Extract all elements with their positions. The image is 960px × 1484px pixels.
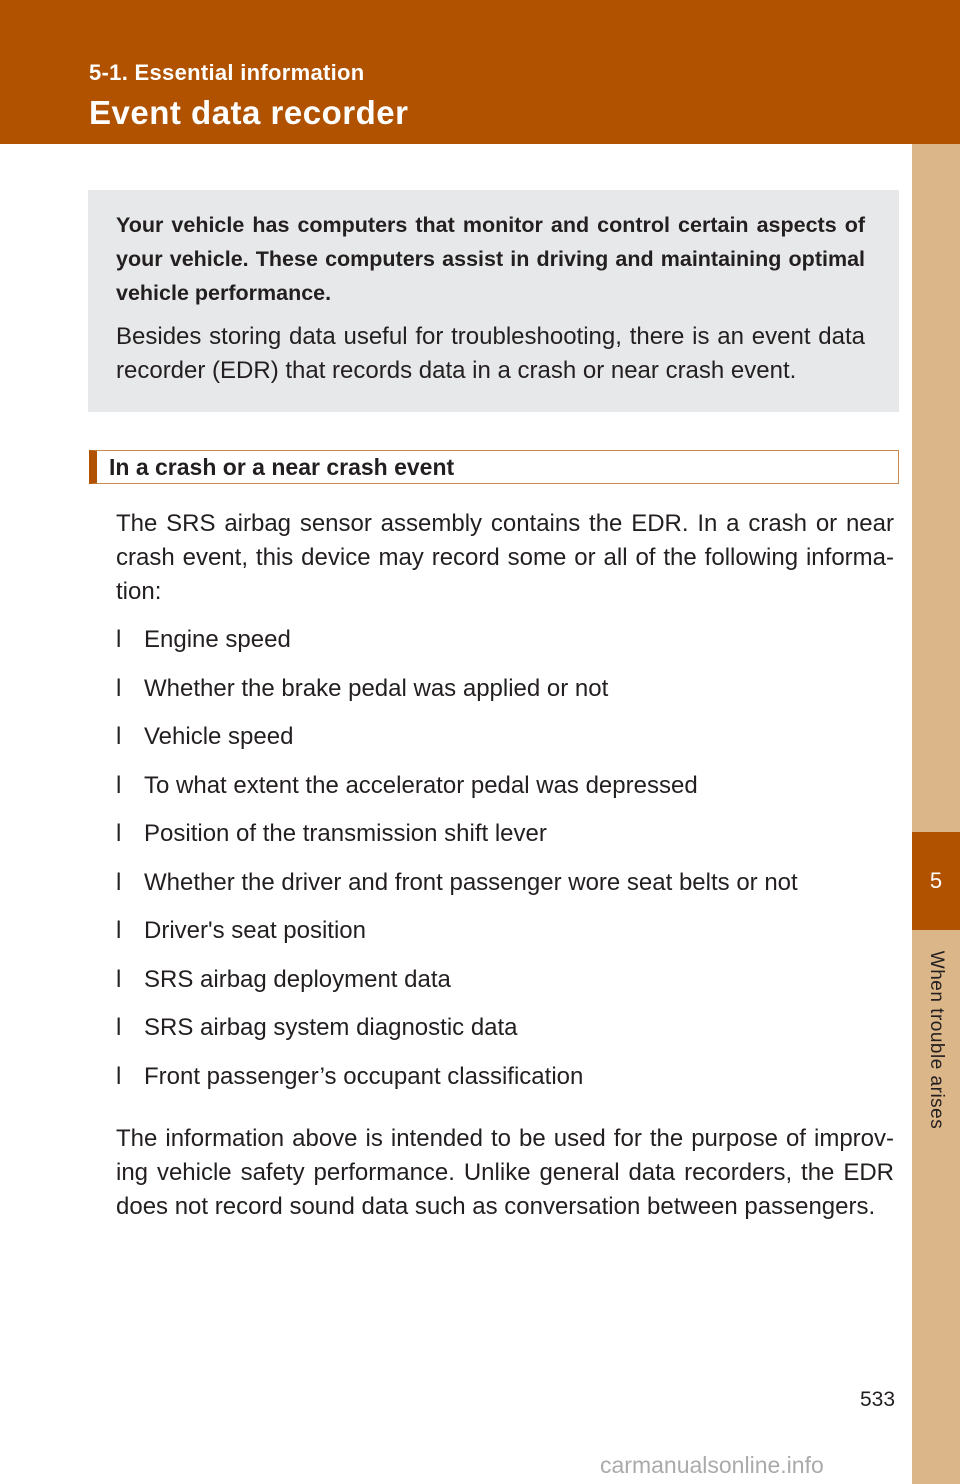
watermark: carmanualsonline.info (600, 1452, 824, 1478)
list-item-text: Driver's seat position (144, 917, 366, 944)
list-item (116, 963, 894, 1012)
section-heading: In a crash or a near crash event (89, 450, 899, 484)
list-item (116, 672, 894, 721)
list-item (116, 817, 894, 866)
list-item-text: To what extent the accelerator pedal was depressed (144, 771, 698, 799)
section-body (116, 507, 894, 1224)
list-item (116, 1011, 894, 1060)
bullet-icon: l (116, 626, 122, 653)
list-item (116, 866, 894, 915)
bullet-icon: l (116, 1014, 122, 1041)
bullet-icon: l (116, 771, 122, 799)
list-item (116, 769, 894, 818)
list-item (116, 623, 894, 672)
list-item-text: Vehicle speed (144, 723, 294, 750)
section-label: 5-1. Essential information (89, 60, 365, 85)
chapter-title: When trouble arises (926, 950, 947, 1130)
intro-text: Besides storing data useful for troubleshooting, there is an event data recorder (EDR) that records data in a crash or near crash event. (116, 323, 865, 384)
chapter-side-strip (912, 144, 960, 1484)
list-item-text: Engine speed (144, 626, 291, 653)
recorded-info-list (116, 623, 894, 1108)
page-number: 533 (860, 1388, 896, 1411)
list-item-text: Whether the brake pedal was applied or not (144, 674, 609, 702)
page-header (0, 0, 960, 144)
bullet-icon: l (116, 1062, 122, 1090)
intro-box (88, 190, 899, 412)
list-item-text: Whether the driver and front passenger wore seat belts or not (144, 868, 798, 896)
bullet-icon: l (116, 868, 122, 896)
page-title: Event data recorder (89, 94, 409, 131)
intro-paragraph: The SRS airbag sensor assembly contains the EDR. In a crash or near crash event, this device may record some or all of the following informa-tion: (116, 510, 894, 605)
bullet-icon: l (116, 820, 122, 847)
list-item-text: Front passenger’s occupant classification (144, 1062, 584, 1090)
intro-bold-text: Your vehicle has computers that monitor and control certain aspects of your vehicle. These computers assist in driving and maintaining optimal vehicle performance. (116, 213, 865, 305)
closing-paragraph: The information above is intended to be used for the purpose of improv-ing vehicle safety performance. Unlike general data recorders, the EDR does not record sound data such as conversation between passengers. (116, 1125, 894, 1220)
bullet-icon: l (116, 723, 122, 750)
bullet-icon: l (116, 965, 122, 993)
bullet-icon: l (116, 674, 122, 702)
list-item (116, 914, 894, 963)
list-item-text: Position of the transmission shift lever (144, 820, 547, 847)
chapter-number-tab[interactable]: 5 (912, 832, 960, 930)
bullet-icon: l (116, 917, 122, 944)
list-item-text: SRS airbag system diagnostic data (144, 1014, 518, 1041)
list-item (116, 1060, 894, 1109)
list-item (116, 720, 894, 769)
list-item-text: SRS airbag deployment data (144, 965, 451, 993)
